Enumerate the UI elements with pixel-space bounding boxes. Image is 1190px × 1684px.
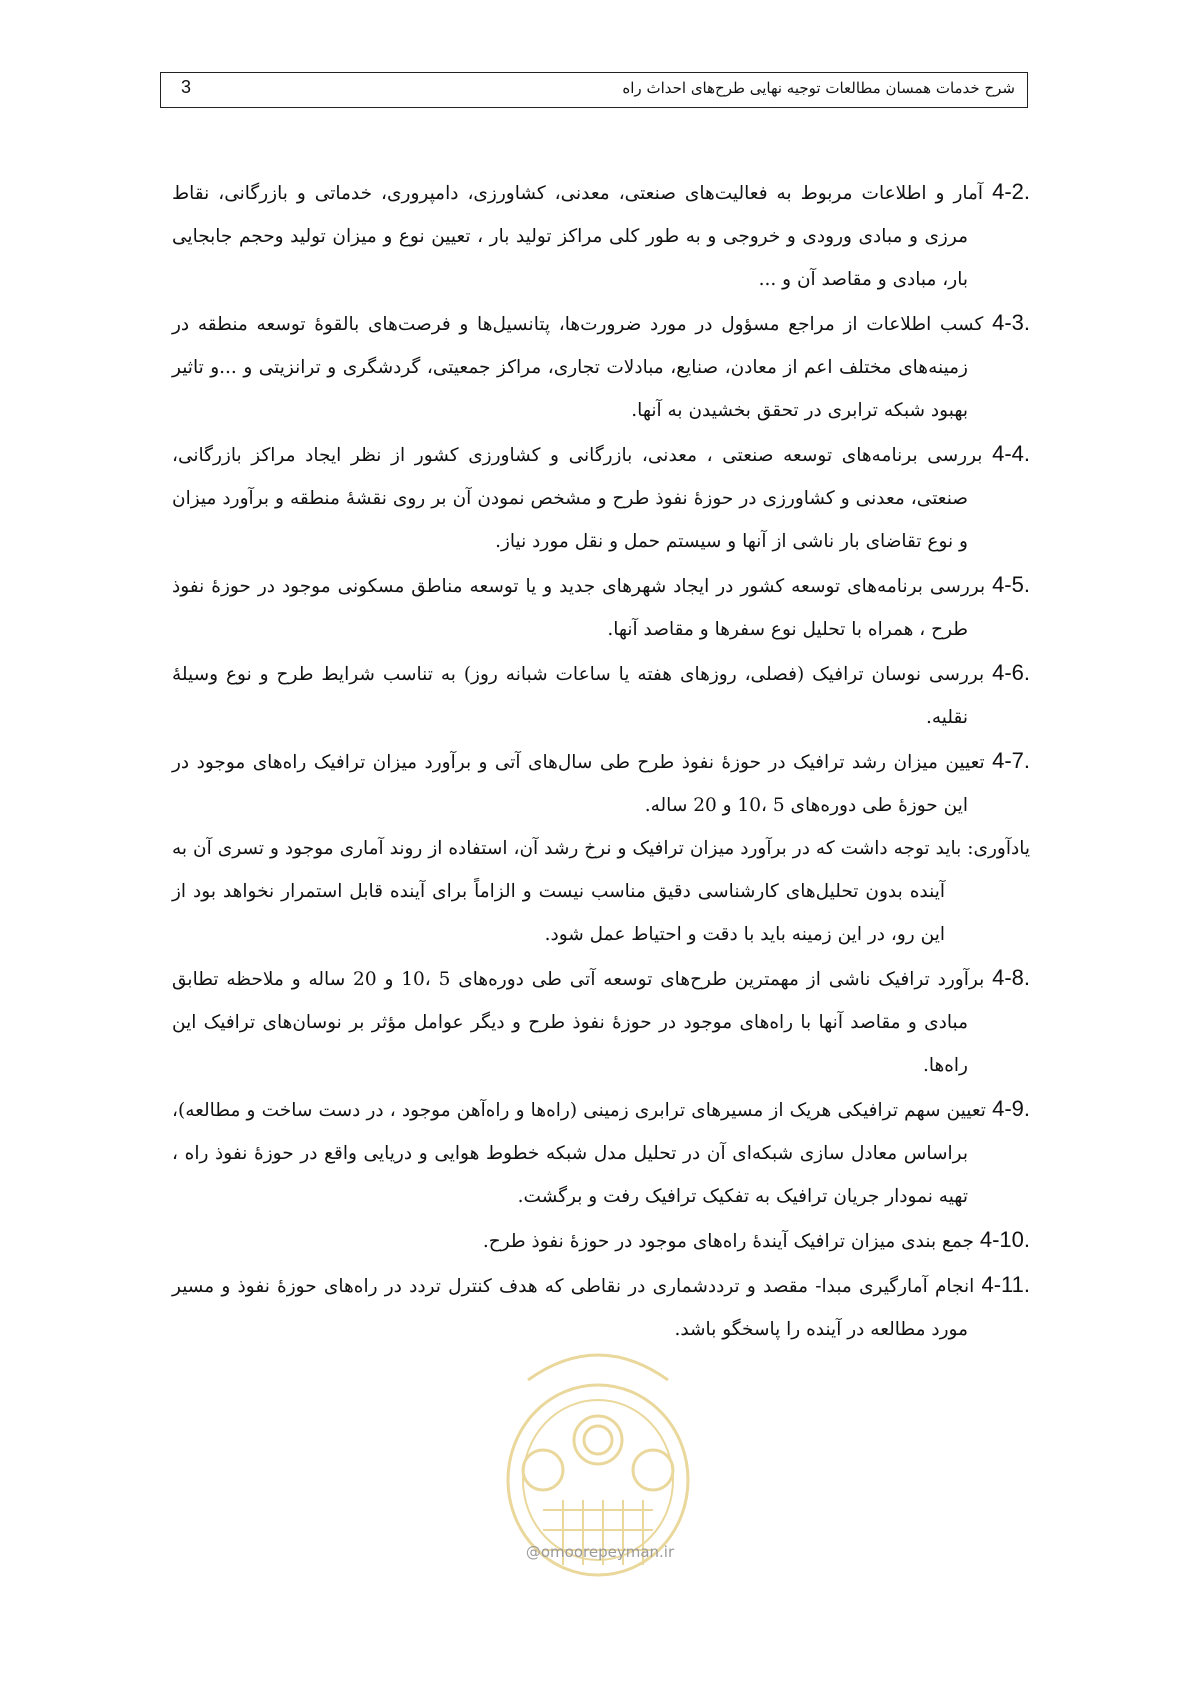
- list-item: [172, 956, 1030, 1087]
- reminder-note: یادآوری: باید توجه داشت که در برآورد میزان ترافیک و نرخ رشد آن، استفاده از روند آماری موجود و تسری آن به آینده بدون تحلیل‌های کارشناسی دقیق مناسب نیست و الزاماً برای آینده قابل استمرار نخواهد بود از این رو، در این زمینه باید با دقت و احتیاط عمل شود.: [172, 838, 1030, 945]
- item-number: 4-3.: [992, 310, 1030, 335]
- item-text: بررسی برنامه‌های توسعه کشور در ایجاد شهرهای جدید و یا توسعه مناطق مسکونی موجود در حوزۀ نفوذ طرح ، همراه با تحلیل نوع سفرها و مقاصد آنها.: [172, 576, 986, 640]
- list-item: [172, 301, 1030, 432]
- list-item: [172, 1087, 1030, 1218]
- item-text: جمع بندی میزان ترافیک آیندۀ راه‌های موجود در حوزۀ نفوذ طرح.: [482, 1231, 974, 1252]
- watermark-url: @omoorepeyman.ir: [525, 1543, 675, 1561]
- list-item: [172, 739, 1030, 827]
- item-number: 4-4.: [992, 441, 1030, 466]
- item-number: 4-5.: [992, 572, 1030, 597]
- item-text: انجام آمارگیری مبدا- مقصد و ترددشماری در نقاطی که هدف کنترل تردد در راه‌های حوزۀ نفوذ و مسیر مورد مطالعه در آینده را پاسخگو باشد.: [172, 1276, 975, 1340]
- item-text: تعیین سهم ترافیکی هریک از مسیرهای ترابری زمینی (راه‌ها و راه‌آهن موجود ، در دست ساخت و مطالعه)، براساس معادل سازی شبکه‌ای آن در تحلیل مدل شبکه خطوط هوایی و دریایی واقع در حوزۀ نفوذ راه ، تهیه نمودار جریان ترافیک به تفکیک ترافیک رفت و برگشت.: [172, 1100, 986, 1207]
- list-item: [172, 651, 1030, 739]
- list-item: [172, 1218, 1030, 1263]
- item-number: 4-6.: [992, 660, 1030, 685]
- page-header: [160, 72, 1028, 108]
- header-title: شرح خدمات همسان مطالعات توجیه نهایی طرح‌های احداث راه: [622, 79, 1015, 97]
- list-item: [172, 170, 1030, 301]
- item-number: 4-9.: [992, 1096, 1030, 1121]
- item-text: برآورد ترافیک ناشی از مهمترین طرح‌های توسعه آتی طی دوره‌های 5 ،10 و 20 ساله و ملاحظه تطابق مبادی و مقاصد آنها با راه‌های موجود در حوزۀ نفوذ طرح و دیگر عوامل مؤثر بر نوسان‌های ترافیک این راه‌ها.: [172, 969, 985, 1076]
- item-number: 4-8.: [992, 965, 1030, 990]
- document-body: [172, 170, 1030, 1351]
- item-text: بررسی برنامه‌های توسعه صنعتی ، معدنی، بازرگانی و کشاورزی کشور از نظر ایجاد مراکز بازرگانی، صنعتی، معدنی و کشاورزی در حوزۀ نفوذ طرح و مشخص نمودن آن بر روی نقشۀ منطقه و برآورد میزان و نوع تقاضای بار ناشی از آنها و سیستم حمل و نقل مورد نیاز.: [172, 445, 983, 552]
- item-number: 4-10.: [979, 1227, 1030, 1252]
- list-item: [172, 432, 1030, 563]
- item-number: 4-11.: [981, 1272, 1030, 1297]
- item-text: بررسی نوسان ترافیک (فصلی، روزهای هفته یا ساعات شبانه روز) به تناسب شرایط طرح و نوع وسیلۀ نقلیه.: [172, 664, 985, 728]
- page-number: 3: [181, 77, 192, 97]
- item-number: 4-2.: [992, 179, 1030, 204]
- watermark-logo-icon: [488, 1320, 708, 1580]
- list-item: [172, 563, 1030, 651]
- item-text: تعیین میزان رشد ترافیک در حوزۀ نفوذ طرح طی سال‌های آتی و برآورد میزان ترافیک راه‌های موجود در این حوزۀ طی دوره‌های 5 ،10 و 20 ساله.: [172, 752, 985, 816]
- item-number: 4-7.: [992, 748, 1030, 773]
- item-text: آمار و اطلاعات مربوط به فعالیت‌های صنعتی، معدنی، کشاورزی، دامپروری، خدماتی و بازرگانی، نقاط مرزی و مبادی ورودی و خروجی و به طور کلی مراکز تولید بار ، تعیین نوع و میزان تولید وحجم جابجایی بار، مبادی و مقاصد آن و ...: [172, 183, 984, 290]
- item-text: کسب اطلاعات از مراجع مسؤول در مورد ضرورت‌ها، پتانسیل‌ها و فرصت‌های بالقوۀ توسعه منطقه در زمینه‌های مختلف اعم از معادن، صنایع، مبادلات تجاری، مراکز جمعیتی، گردشگری و ترانزیتی و ...و تاثیر بهبود شبکه ترابری در تحقق بخشیدن به آنها.: [172, 314, 984, 421]
